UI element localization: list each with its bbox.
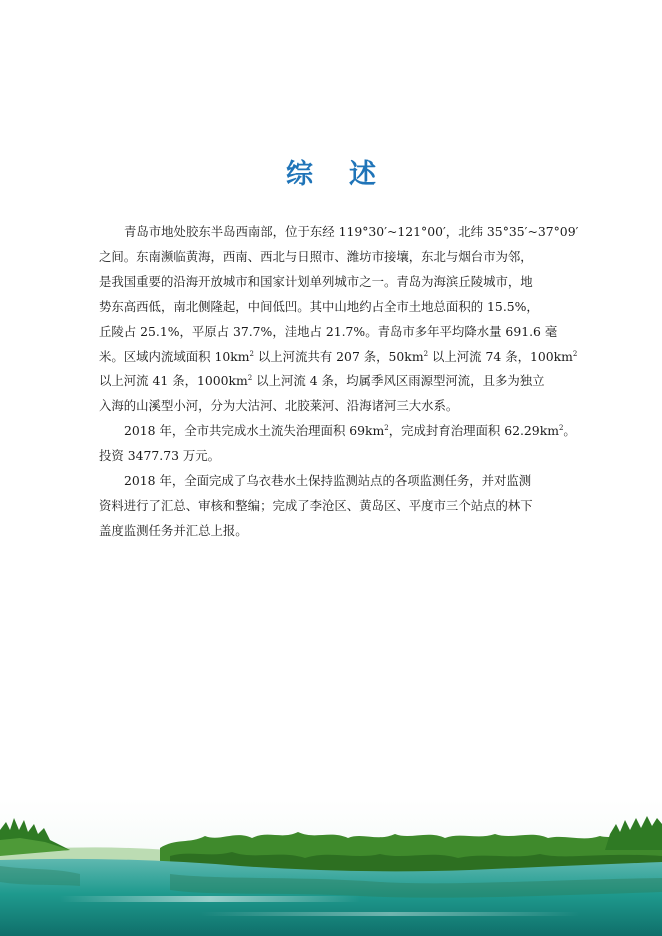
superscript: 2 [572, 349, 578, 358]
superscript: 2 [247, 374, 253, 383]
paragraph-monitoring [99, 469, 563, 544]
text-line: 青岛市地处胶东半岛西南部，位于东经 119°30′~121°00′，北纬 35°35′~37°09′ [124, 224, 579, 239]
text-line: 2018 年，全面完成了乌衣巷水土保持监测站点的各项监测任务，并对监测 [124, 473, 532, 489]
text-fragment: 以上河流 74 条，100km [428, 348, 573, 364]
superscript: 2 [384, 424, 389, 433]
title-char-2: 述 [349, 159, 376, 190]
text-fragment: 。 [563, 423, 576, 439]
text-line [99, 419, 576, 444]
text-line: 入海的山溪型小河，分为大沽河、北胶莱河、沿海诸河三大水系。 [99, 398, 459, 414]
text-fragment: 米。区域内流域面积 10km [99, 348, 250, 364]
text-fragment: 以上河流 4 条，均属季风区雨源型河流，且多为独立 [252, 373, 545, 389]
superscript: 2 [249, 349, 254, 358]
text-fragment: 以上河流共有 207 条，50km [253, 348, 424, 364]
landscape-illustration [0, 800, 662, 936]
superscript: 2 [423, 349, 429, 358]
text-fragment: 2018 年，全市共完成水土流失治理面积 69km [124, 423, 385, 439]
text-line: 资料进行了汇总、审核和整编；完成了李沧区、黄岛区、平度市三个站点的林下 [99, 497, 533, 513]
text-fragment: ，完成封育治理面积 62.29km [388, 423, 559, 439]
text-line: 之间。东南濒临黄海，西南、西北与日照市、潍坊市接壤，东北与烟台市为邻， [99, 248, 533, 264]
superscript: 2 [558, 424, 564, 433]
text-line: 盖度监测任务并汇总上报。 [99, 522, 248, 538]
paragraph-overview [99, 220, 579, 419]
page-title [0, 152, 662, 191]
text-line [99, 369, 563, 394]
body-text [99, 220, 579, 544]
text-line: 势东高西低，南北侧隆起，中间低凹。其中山地约占全市土地总面积的 15.5%， [99, 298, 539, 314]
title-char-1: 综 [286, 159, 313, 190]
text-line: 丘陵占 25.1%，平原占 37.7%，洼地占 21.7%。青岛市多年平均降水量 691.6 毫 [99, 323, 558, 339]
text-fragment: 以上河流 41 条，1000km [99, 373, 248, 389]
text-line: 投资 3477.73 万元。 [99, 448, 221, 464]
text-line [99, 345, 578, 370]
paragraph-governance [99, 419, 576, 469]
text-line: 是我国重要的沿海开放城市和国家计划单列城市之一。青岛为海滨丘陵城市，地 [99, 273, 533, 289]
